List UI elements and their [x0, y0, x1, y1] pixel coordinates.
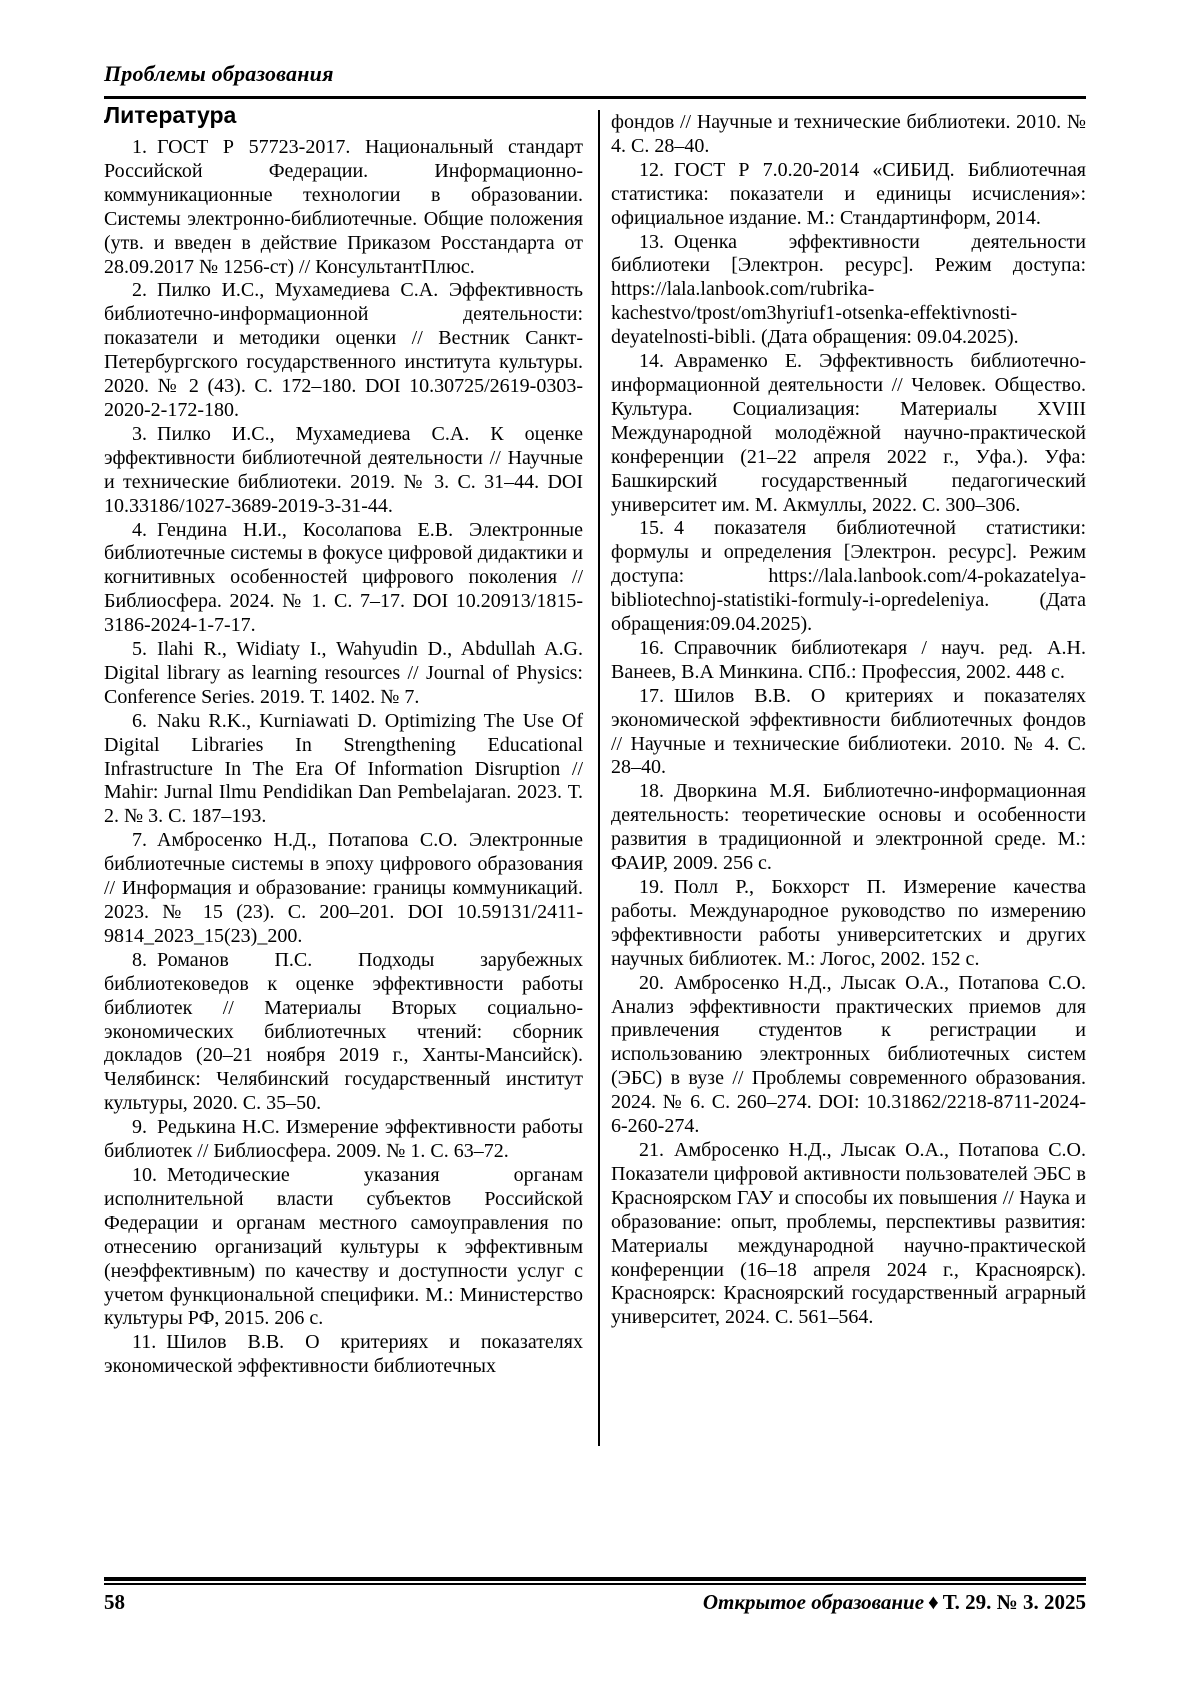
reference: фондов // Научные и технические библиотеки. 2010. № 4. С. 28–40.	[611, 111, 1086, 157]
reference: 6. Naku R.K., Kurniawati D. Optimizing The Use Of Digital Libraries In Strengthening Educational Infrastructure In The Era Of Information Disruption // Mahir: Jurnal Ilmu Pendidikan Dan Pembelajaran. 2023. Т. 2. № 3. С. 187–193.	[104, 709, 583, 828]
footer-rule	[104, 1577, 1086, 1585]
header-rule	[104, 96, 1086, 99]
reference: 10. Методические указания органам исполнительной власти субъектов Российской Федерации и органам местного самоуправления по отнесению организаций культуры к эффективным (неэффективным) по качеству и доступности услуг с учетом функциональной специфики. М.: Министерство культуры РФ, 2015. 206 с.	[104, 1163, 583, 1330]
reference: 11. Шилов В.В. О критериях и показателях экономической эффективности библиотечных	[104, 1331, 583, 1378]
reference: 2. Пилко И.С., Мухамедиева С.А. Эффективность библиотечно-информационной деятельности: показатели и методики оценки // Вестник Санкт-Петербургского государственного института культуры. 2020. № 2 (43). С. 172–180. DOI 10.30725/2619-0303-2020-2-172-180.	[104, 279, 583, 421]
reference: 17. Шилов В.В. О критериях и показателях экономической эффективности библиотечных фондов // Научные и технические библиотеки. 2010. № 4. С. 28–40.	[611, 684, 1086, 779]
references-left-list	[104, 136, 583, 1379]
reference: 19. Полл Р., Бокхорст П. Измерение качества работы. Международное руководство по измерению эффективности работы университетских и других научных библиотек. М.: Логос, 2002. 152 с.	[611, 876, 1086, 970]
reference: 8. Романов П.С. Подходы зарубежных библиотековедов к оценке эффективности работы библиотек // Материалы Вторых социально-экономических библиотечных чтений: сборник докладов (20–21 ноября 2019 г., Ханты-Мансийск). Челябинск: Челябинский государственный институт культуры, 2020. С. 35–50.	[104, 948, 583, 1115]
reference: 16. Справочник библиотекаря / науч. ред. А.Н. Ванеев, В.А Минкина. СПб.: Профессия, 2002. 448 с.	[611, 636, 1086, 683]
reference: 12. ГОСТ Р 7.0.20-2014 «СИБИД. Библиотечная статистика: показатели и единицы исчисления»: официальное издание. М.: Стандартинформ, 2014.	[611, 158, 1086, 229]
reference: 4. Гендина Н.И., Косолапова Е.В. Электронные библиотечные системы в фокусе цифровой дидактики и когнитивных особенностей цифрового поколения // Библиосфера. 2024. № 1. С. 7–17. DOI 10.20913/1815-3186-2024-1-7-17.	[104, 518, 583, 637]
journal-name: Открытое образование	[702, 1590, 925, 1614]
references-left-column	[104, 102, 583, 1379]
reference: 18. Дворкина М.Я. Библиотечно-информационная деятельность: теоретические основы и особенности развития в традиционной и электронной среде. М.: ФАИР, 2009. 256 с.	[611, 780, 1086, 875]
reference: 3. Пилко И.С., Мухамедиева С.А. К оценке эффективности библиотечной деятельности // Научные и технические библиотеки. 2019. № 3. С. 31–44. DOI 10.33186/1027-3689-2019-3-31-44.	[104, 422, 583, 517]
journal-footer	[703, 1590, 1086, 1615]
section-title: Проблемы образования	[104, 61, 334, 86]
reference: 1. ГОСТ Р 57723-2017. Национальный стандарт Российской Федерации. Информационно-коммуникационные технологии в образовании. Системы электронно-библиотечные. Общие положения (утв. и введен в действие Приказом Росстандарта от 28.09.2017 № 1256-ст) // КонсультантПлюс.	[104, 136, 583, 278]
literature-heading: Литература	[104, 102, 237, 128]
volume-issue: Т. 29. № 3. 2025	[942, 1590, 1086, 1614]
reference: 7. Амбросенко Н.Д., Потапова С.О. Электронные библиотечные системы в эпоху цифрового образования // Информация и образование: границы коммуникаций. 2023. № 15 (23). С. 200–201. DOI 10.59131/2411-9814_2023_15(23)_200.	[104, 829, 583, 947]
reference: 15. 4 показателя библиотечной статистики: формулы и определения [Электрон. ресурс]. Режим доступа: https://lala.lanbook.com/4-pokazatelya-bibliotechnoj-statistiki-formuly-i-opredeleniya. (Дата обращения:09.04.2025).	[611, 517, 1086, 636]
reference: 21. Амбросенко Н.Д., Лысак О.А., Потапова С.О. Показатели цифровой активности пользователей ЭБС в Красноярском ГАУ и способы их повышения // Наука и образование: опыт, проблемы, перспективы развития: Материалы международной научно-практической конференции (16–18 апреля 2024 г., Красноярск). Красноярск: Красноярский государственный аграрный университет, 2024. С. 561–564.	[611, 1138, 1086, 1329]
diamond-icon: ♦	[928, 1590, 939, 1614]
reference: 20. Амбросенко Н.Д., Лысак О.А., Потапова С.О. Анализ эффективности практических приемов для привлечения студентов к регистрации и использованию электронных библиотечных систем (ЭБС) в вузе // Проблемы современного образования. 2024. № 6. С. 260–274. DOI: 10.31862/2218-8711-2024-6-260-274.	[611, 971, 1086, 1138]
reference: 9. Редькина Н.С. Измерение эффективности работы библиотек // Библиосфера. 2009. № 1. С. 63–72.	[104, 1116, 583, 1163]
references-right-list	[611, 111, 1086, 1330]
page-number: 58	[104, 1590, 125, 1614]
references-right-column	[611, 111, 1086, 1330]
column-divider	[598, 110, 600, 1446]
reference: 5. Ilahi R., Widiaty I., Wahyudin D., Abdullah A.G. Digital library as learning resources // Journal of Physics: Conference Series. 2019. Т. 1402. № 7.	[104, 638, 583, 708]
reference: 13. Оценка эффективности деятельности библиотеки [Электрон. ресурс]. Режим доступа: https://lala.lanbook.com/rubrika-kachestvo/tpost/om3hyriuf1-otsenka-effektivnosti-deyatelnosti-bibli. (Дата обращения: 09.04.2025).	[611, 230, 1086, 349]
reference: 14. Авраменко Е. Эффективность библиотечно-информационной деятельности // Человек. Общество. Культура. Социализация: Материалы XVIII Международной молодёжной научно-практической конференции (21–22 апреля 2022 г., Уфа.). Уфа: Башкирский государственный педагогический университет им. М. Акмуллы, 2022. С. 300–306.	[611, 350, 1086, 516]
